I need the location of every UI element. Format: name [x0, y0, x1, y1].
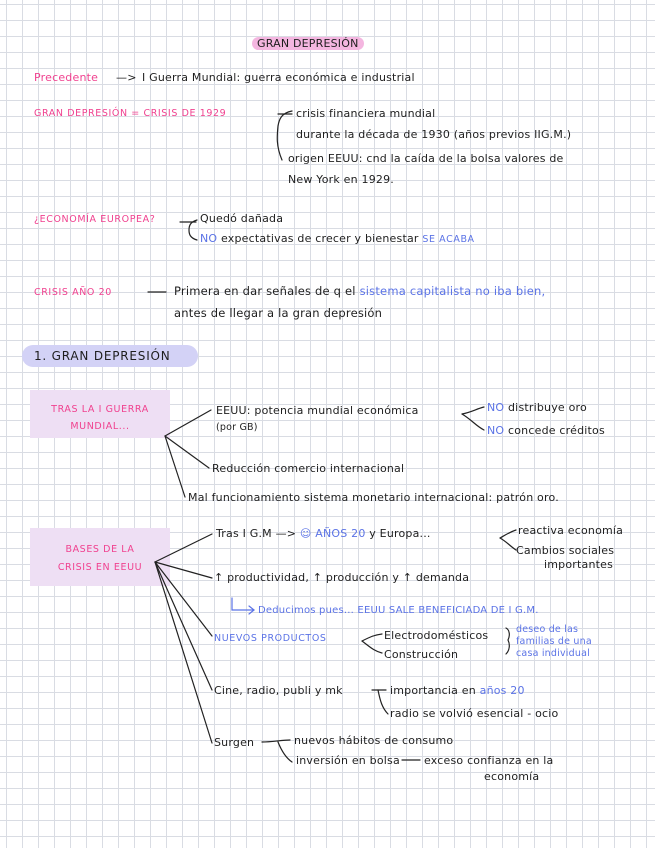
tras-igm-text: Tras I G.M — [216, 527, 272, 540]
se-acaba-text: SE ACABA — [422, 234, 475, 245]
no-distribuye-oro — [487, 401, 587, 414]
y-europa-text: y Europa... — [369, 527, 431, 540]
economia-text: economía — [484, 770, 540, 783]
economia-europea-line-2 — [200, 232, 475, 246]
expectativas-text: expectativas de crecer y bienestar — [221, 232, 419, 245]
gran-depresion-item-4: New York en 1929. — [288, 173, 394, 186]
radio-esencial-text: radio se volvió esencial - ocio — [390, 707, 559, 720]
bases-box-line-1: BASES DE LA — [65, 544, 135, 555]
electrodomesticos-text: Electrodomésticos — [384, 629, 489, 642]
importantes-text: importantes — [544, 558, 614, 571]
reduccion-comercio-text: Reducción comercio internacional — [212, 462, 405, 475]
precedente-arrow: —> — [116, 71, 137, 84]
gran-depresion-label: GRAN DEPRESIÓN = CRISIS DE 1929 — [34, 108, 227, 119]
economia-europea-line-1: Quedó dañada — [200, 212, 284, 225]
anos-20-b-text: años 20 — [479, 684, 525, 697]
anos-20-text: AÑOS 20 — [315, 527, 366, 540]
tras-igm-line — [216, 527, 431, 540]
eeuu-potencia-text: EEUU: potencia mundial económica — [216, 404, 419, 417]
crisis-anos-20-line-1 — [174, 285, 545, 298]
precedente-text: I Guerra Mundial: guerra económica e industrial — [142, 71, 415, 84]
page-title — [252, 37, 364, 50]
importancia-line — [390, 684, 525, 697]
no-label: NO — [200, 232, 218, 245]
surgen-text: Surgen — [214, 736, 255, 749]
deducimos-text: Deducimos pues... EEUU SALE BENEFICIADA DE I G.M. — [258, 605, 539, 616]
deseo-line-2: familias de una — [516, 636, 592, 647]
nuevos-productos-text: NUEVOS PRODUCTOS — [214, 633, 327, 644]
page-title-text: GRAN DEPRESIÓN — [252, 37, 364, 50]
distribuye-oro-text: distribuye oro — [508, 401, 587, 414]
habitos-text: nuevos hábitos de consumo — [294, 734, 454, 747]
economia-europea-label: ¿ECONOMÍA EUROPEA? — [34, 214, 156, 225]
reactiva-economia-text: reactiva economía — [518, 524, 624, 537]
sistema-capitalista-text: sistema capitalista no iba bien, — [359, 284, 546, 298]
tras-guerra-box-line-2: MUNDIAL... — [70, 421, 130, 432]
inversion-bolsa-text: inversión en bolsa — [296, 754, 400, 767]
no-label-1: NO — [487, 401, 505, 414]
cambios-sociales-text: Cambios sociales — [516, 544, 615, 557]
gran-depresion-item-3: origen EEUU: cnd la caída de la bolsa valores de — [288, 152, 564, 165]
mal-funcionamiento-text: Mal funcionamiento sistema monetario internacional: patrón oro. — [188, 491, 559, 504]
gran-depresion-item-1: crisis financiera mundial — [296, 107, 436, 120]
crisis-anos-20-label: CRISIS AÑO 20 — [34, 287, 112, 298]
productividad-text: ↑ productividad, ↑ producción y ↑ demanda — [214, 571, 470, 584]
cine-radio-text: Cine, radio, publi y mk — [214, 684, 343, 697]
deseo-line-1: deseo de las — [516, 624, 579, 635]
concede-creditos-text: concede créditos — [508, 424, 605, 437]
gran-depresion-item-2: durante la década de 1930 (años previos IIG.M.) — [296, 128, 572, 141]
no-label-2: NO — [487, 424, 505, 437]
section-1-title: 1. GRAN DEPRESIÓN — [34, 349, 171, 363]
deseo-line-3: casa individual — [516, 648, 590, 659]
exceso-confianza-text: exceso confianza en la — [424, 754, 554, 767]
bases-box-line-2: CRISIS EN EEUU — [57, 562, 143, 573]
smile-icon: ☺ — [299, 527, 312, 540]
tras-igm-arrow: —> — [275, 527, 297, 540]
primera-text: Primera en dar señales de q el — [174, 284, 356, 298]
precedente-label: Precedente — [34, 71, 99, 84]
eeuu-por-gb-text: (por GB) — [216, 422, 258, 433]
crisis-anos-20-line-2: antes de llegar a la gran depresión — [174, 306, 383, 320]
importancia-text: importancia en — [390, 684, 476, 697]
construccion-text: Construcción — [384, 648, 459, 661]
tras-guerra-box-line-1: TRAS LA I GUERRA — [51, 404, 149, 415]
no-concede-creditos — [487, 424, 605, 437]
